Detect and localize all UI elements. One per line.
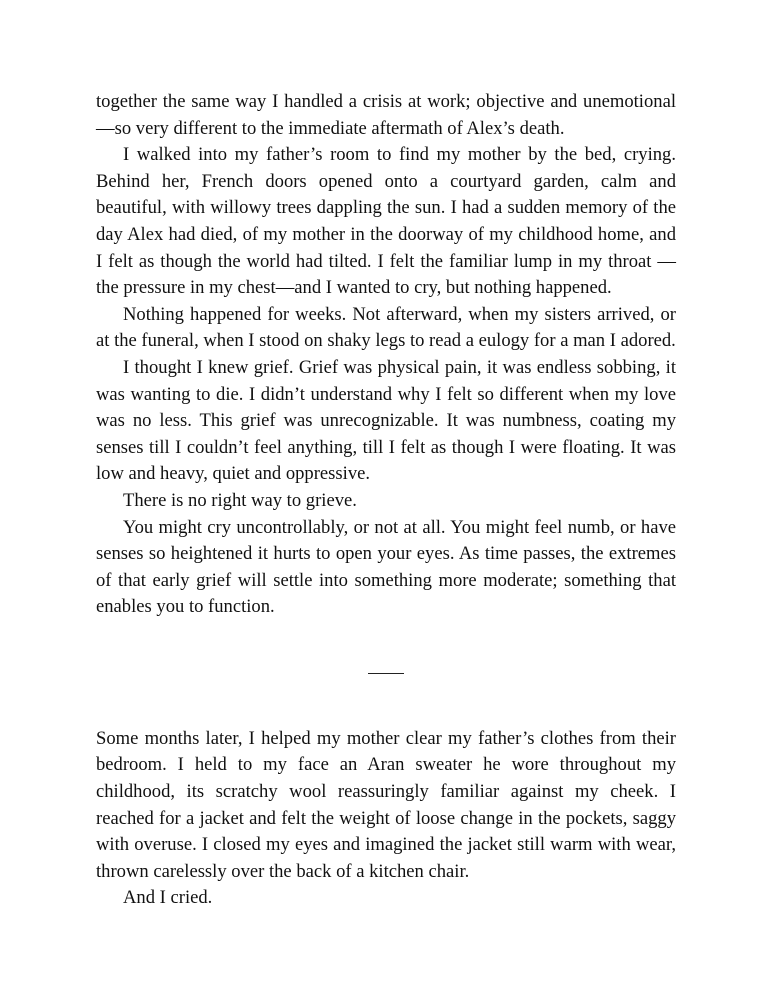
paragraph: You might cry uncontrollably, or not at all. You might feel numb, or have senses so heightened it hurts to open your eyes. As time passes, the extremes of that early grief will settle into something more moderate; something that enables you to function.	[96, 516, 676, 618]
paragraph: Some months later, I helped my mother clear my father’s clothes from their bedroom. I held to my face an Aran sweater he wore throughout my childhood, its scratchy wool reassuringly familiar against my cheek. I reached for a jacket and felt the weight of loose change in the pockets, saggy with overuse. I closed my eyes and imagined the jacket still warm with wear, thrown carelessly over the back of a kitchen chair.	[96, 727, 676, 882]
paragraph: together the same way I handled a crisis at work; objective and unemotional —so very different to the immediate aftermath of Alex’s death.	[96, 91, 676, 139]
separator-rule	[368, 673, 404, 674]
paragraph: There is no right way to grieve.	[123, 489, 357, 511]
section-separator	[96, 647, 676, 700]
paragraph: I thought I knew grief. Grief was physical pain, it was endless sobbing, it was wanting to die. I didn’t understand why I felt so different when my love was no less. This grief was unrecognizable. It was numbness, coating my senses till I couldn’t feel anything, till I felt as though I were floating. It was low and heavy, quiet and oppressive.	[96, 356, 676, 485]
page-body	[96, 89, 676, 912]
paragraph: I walked into my father’s room to find my mother by the bed, crying. Behind her, French doors opened onto a courtyard garden, calm and beautiful, with willowy trees dappling the sun. I had a sudden memory of the day Alex had died, of my mother in the doorway of my childhood home, and I felt as though the world had tilted. I felt the familiar lump in my throat —the pressure in my chest—and I wanted to cry, but nothing happened.	[96, 144, 676, 299]
paragraph: Nothing happened for weeks. Not afterward, when my sisters arrived, or at the funeral, when I stood on shaky legs to read a eulogy for a man I adored.	[96, 303, 676, 352]
paragraph: And I cried.	[123, 887, 213, 909]
